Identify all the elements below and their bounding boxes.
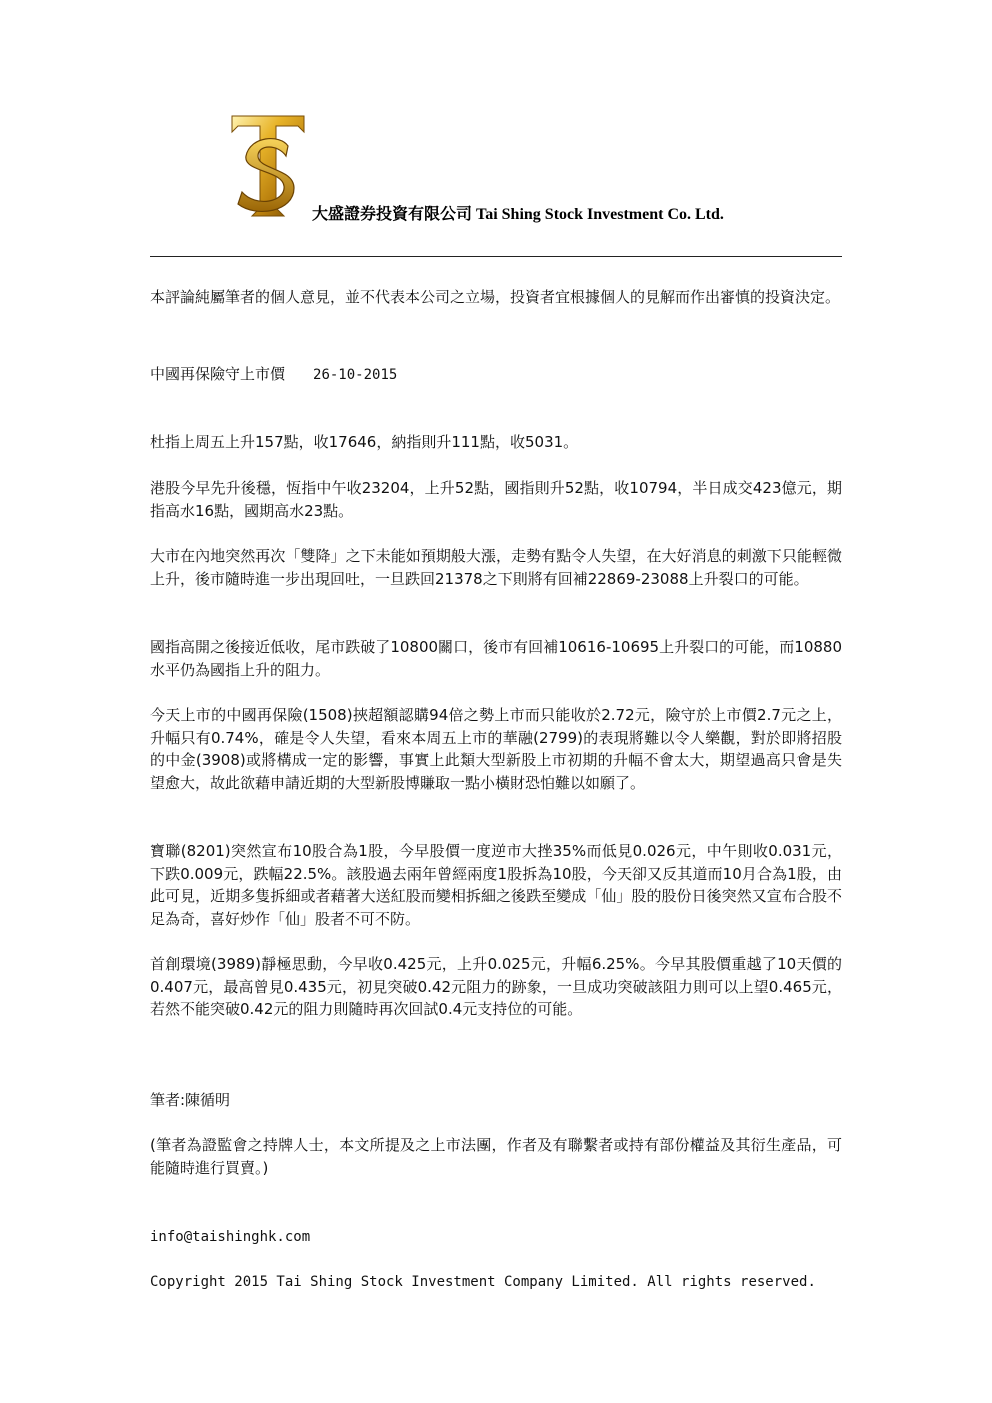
author-line: 筆者:陳循明	[150, 1091, 231, 1109]
paragraph: 國指高開之後接近低收，尾市跌破了10800關口，後市有回補10616-10695上升裂口的可能，而10880水平仍為國指上升的阻力。	[150, 638, 842, 679]
author-note: (筆者為證監會之持牌人士，本文所提及之上市法團，作者及有聯繫者或持有部份權益及其衍生產品，可能隨時進行買賣。)	[150, 1136, 842, 1177]
paragraph: 港股今早先升後穩，恆指中午收23204，上升52點，國指則升52點，收10794，半日成交423億元，期指高水16點，國期高水23點。	[150, 479, 842, 520]
article-title-row	[150, 363, 842, 387]
contact-email[interactable]: info@taishinghk.com	[150, 1229, 311, 1245]
copyright-notice: Copyright 2015 Tai Shing Stock Investment Company Limited. All rights reserved.	[150, 1274, 816, 1290]
paragraph: 寶聯(8201)突然宣布10股合為1股，今早股價一度逆市大挫35%而低見0.026元，中午則收0.031元，下跌0.009元，跌幅22.5%。該股過去兩年曾經兩度1股拆為10股，今天卻又反其道而10月合為1股，由此可見，近期多隻拆細或者藉著大送紅股而變相拆細之後跌至變成「仙」股的股份日後突然又宣布合股不足為奇，喜好炒作「仙」股者不可不防。	[150, 842, 842, 928]
company-name: 大盛證券投資有限公司 Tai Shing Stock Investment Co. Ltd.	[312, 206, 724, 223]
paragraph: 杜指上周五上升157點，收17646，納指則升111點，收5031。	[150, 433, 579, 451]
paragraph: 今天上市的中國再保險(1508)挾超額認購94倍之勢上市而只能收於2.72元，險守於上市價2.7元之上，升幅只有0.74%，確是令人失望，看來本周五上市的華融(2799)的表現將難以令人樂觀，對於即將招股的中金(3908)或將構成一定的影響，事實上此類大型新股上市初期的升幅不會太大，期望過高只會是失望愈大，故此欲藉申請近期的大型新股博賺取一點小橫財恐怕難以如願了。	[150, 706, 842, 792]
company-logo	[228, 112, 308, 220]
paragraph: 大市在內地突然再次「雙降」之下未能如預期般大漲，走勢有點令人失望，在大好消息的刺激下只能輕微上升，後市隨時進一步出現回吐，一旦跌回21378之下則將有回補22869-23088上升裂口的可能。	[150, 547, 842, 588]
article-title: 中國再保險守上市價	[150, 365, 286, 383]
article-date: 26-10-2015	[313, 367, 398, 383]
disclaimer: 本評論純屬筆者的個人意見，並不代表本公司之立場，投資者宜根據個人的見解而作出審慎的投資決定。	[150, 288, 841, 306]
paragraph: 首創環境(3989)靜極思動，今早收0.425元，上升0.025元，升幅6.25%。今早其股價重越了10天價的0.407元，最高曾見0.435元，初見突破0.42元阻力的跡象，一旦成功突破該阻力則可以上望0.465元，若然不能突破0.42元的阻力則隨時再次回試0.4元支持位的可能。	[150, 955, 842, 1018]
header-divider	[150, 256, 842, 257]
